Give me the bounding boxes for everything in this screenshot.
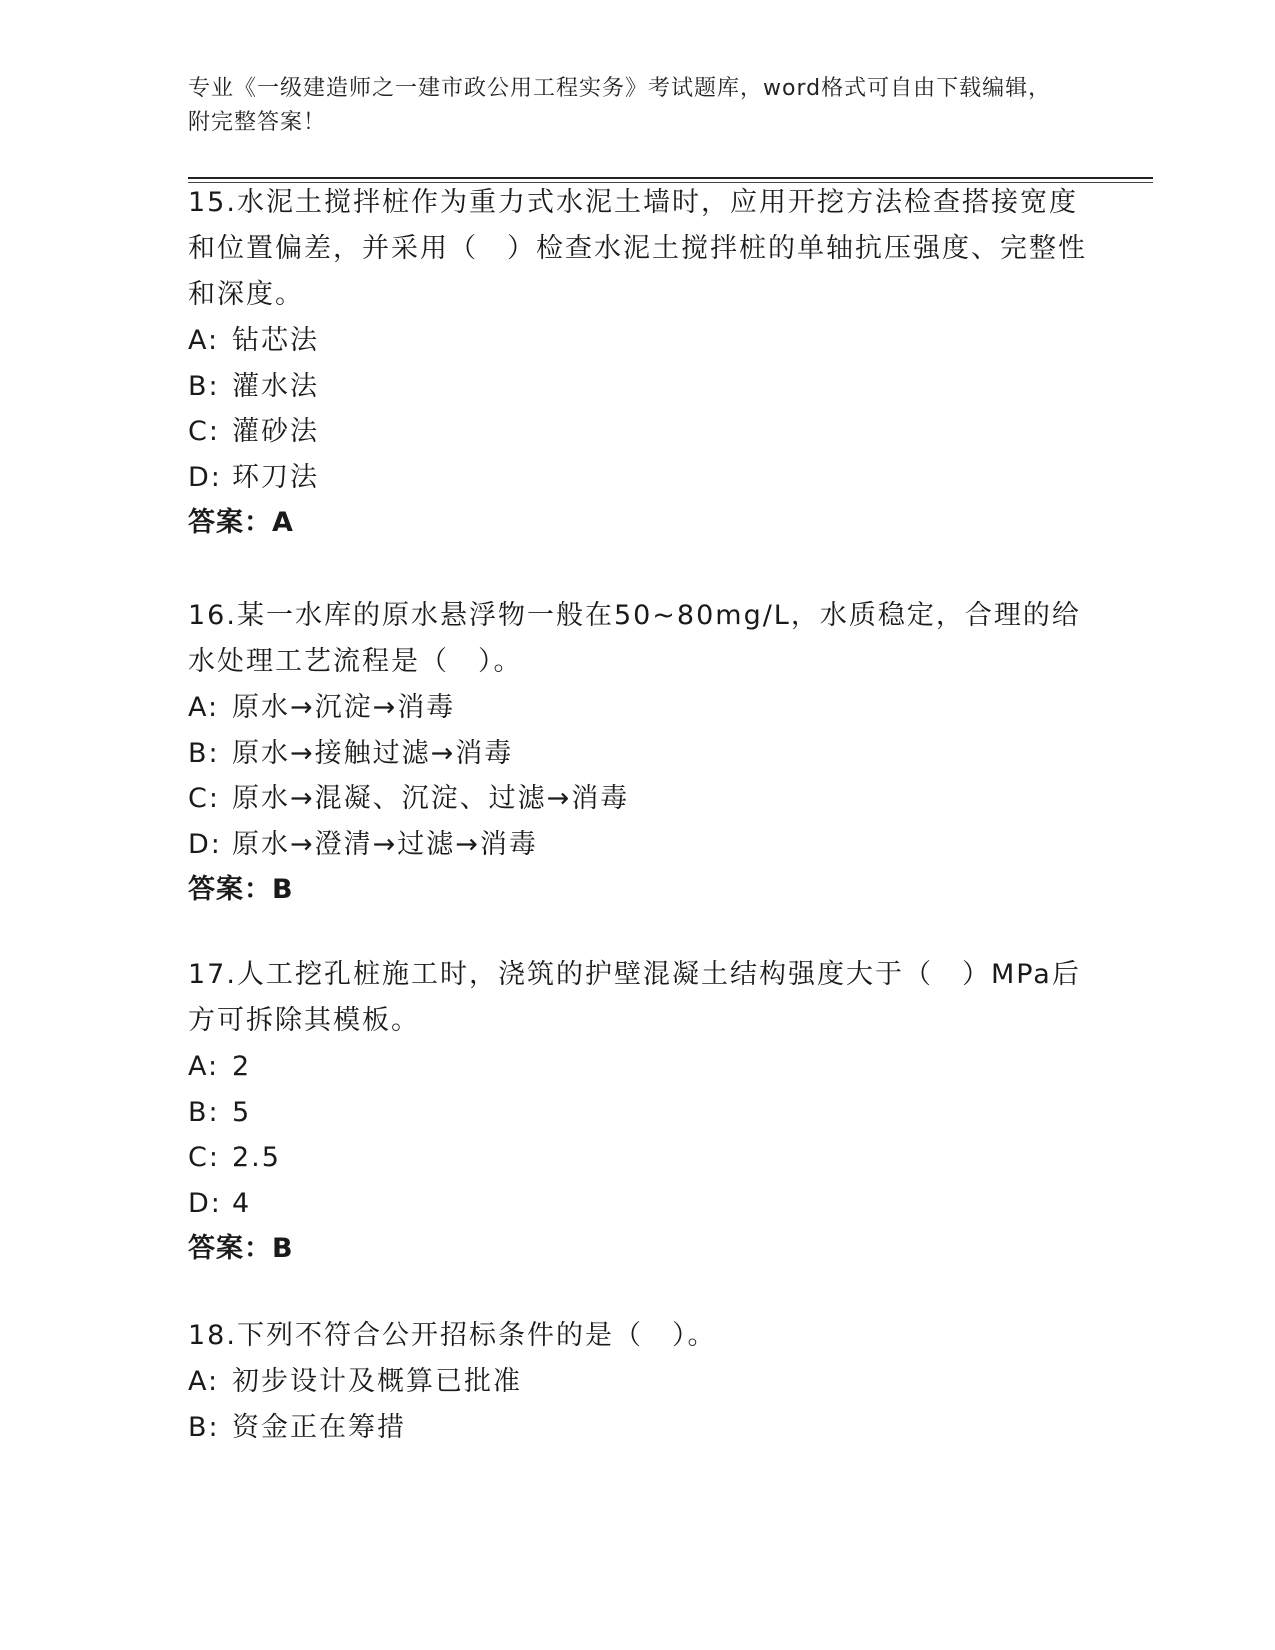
option-text: 原水→混凝、沉淀、过滤→消毒 [232,783,630,814]
option-key: A: [188,692,220,723]
option-d [188,1181,1088,1227]
option-key: C: [188,1142,220,1173]
question-stem: 15.水泥土搅拌桩作为重力式水泥土墙时，应用开挖方法检查搭接宽度和位置偏差，并采用（ ）检查水泥土搅拌桩的单轴抗压强度、完整性和深度。 [188,187,1087,310]
option-text: 2 [232,1051,252,1082]
header-divider-thick [188,177,1153,179]
option-a [188,1359,1088,1405]
answer: 答案：A [188,507,294,538]
option-a [188,1044,1088,1090]
option-key: B: [188,1096,220,1128]
question-stem: 18.下列不符合公开招标条件的是（ ）。 [188,1320,717,1351]
option-c [188,1135,1088,1181]
option-text: 环刀法 [232,461,319,493]
question-17 [188,952,1088,1272]
option-b [188,364,1088,410]
option-text: 资金正在筹措 [232,1411,406,1443]
option-text: 初步设计及概算已批准 [232,1366,522,1397]
option-key: D: [188,1187,222,1219]
option-key: A: [188,1366,220,1397]
option-key: D: [188,461,222,493]
option-text: 灌水法 [232,370,319,402]
option-d [188,822,1088,868]
option-text: 2.5 [232,1142,281,1173]
option-b [188,1090,1088,1136]
option-text: 钻芯法 [232,325,319,356]
option-b [188,731,1088,777]
answer: 答案：B [188,1233,294,1264]
answer: 答案：B [188,874,294,905]
option-c [188,409,1088,455]
option-text: 原水→接触过滤→消毒 [232,737,514,769]
question-stem: 16.某一水库的原水悬浮物一般在50~80mg/L，水质稳定，合理的给水处理工艺流程是（ ）。 [188,600,1081,677]
question-15 [188,180,1088,546]
option-text: 5 [232,1096,252,1128]
option-key: B: [188,370,220,402]
page-header: 专业《一级建造师之一建市政公用工程实务》考试题库，word格式可自由下载编辑，附完整答案！ [188,76,1052,135]
question-stem: 17.人工挖孔桩施工时，浇筑的护壁混凝土结构强度大于（ ）MPa后方可拆除其模板。 [188,959,1081,1036]
option-key: B: [188,1411,220,1443]
option-d [188,455,1088,501]
option-text: 原水→澄清→过滤→消毒 [232,828,538,860]
option-text: 4 [232,1187,252,1219]
option-text: 原水→沉淀→消毒 [232,692,456,723]
option-key: A: [188,325,220,356]
option-a [188,318,1088,364]
option-key: B: [188,737,220,769]
option-c [188,776,1088,822]
question-16 [188,593,1088,913]
option-a [188,685,1088,731]
option-key: A: [188,1051,220,1082]
option-key: C: [188,783,220,814]
option-b [188,1405,1088,1451]
option-key: C: [188,416,220,447]
option-key: D: [188,828,222,860]
question-18 [188,1313,1088,1450]
option-text: 灌砂法 [232,416,319,447]
